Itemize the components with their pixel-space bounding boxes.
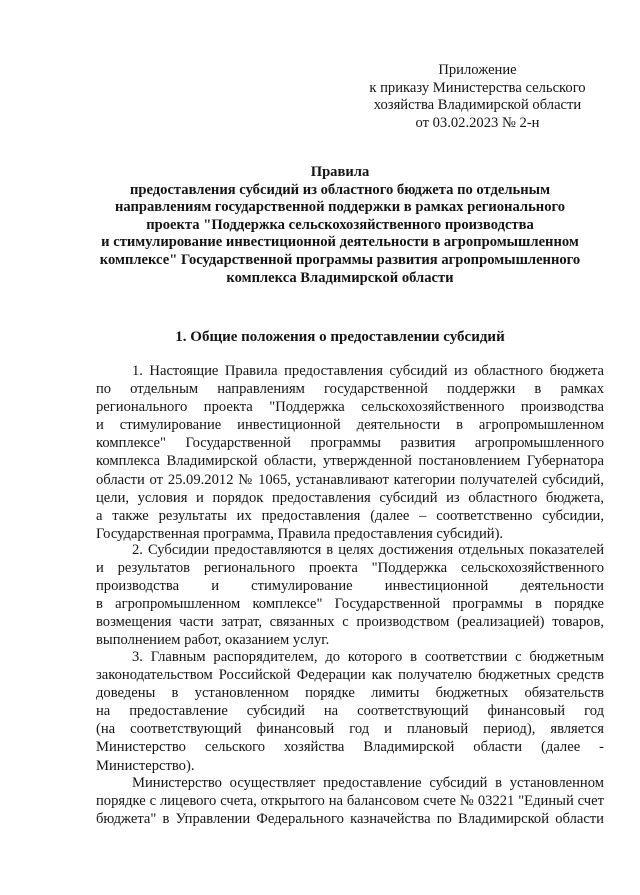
appendix-line: Приложение <box>438 62 517 78</box>
paragraph-line: порядке с лицевого счета, открытого на балансовом счете № 03221 "Единый счет <box>96 793 604 810</box>
paragraph-line: в агропромышленном комплексе" Государственной программы в порядке <box>96 596 604 613</box>
section-heading: 1. Общие положения о предоставлении субсидий <box>175 329 505 345</box>
paragraph-line: 1. Настоящие Правила предоставления субсидий из областного бюджета <box>132 363 604 379</box>
paragraph-4 <box>96 774 604 828</box>
title-line: Правила <box>310 164 370 180</box>
paragraph-line: регионального проекта "Поддержка сельскохозяйственного производства <box>96 399 604 416</box>
paragraph-line: по отдельным направлениям государственной поддержки в рамках <box>96 381 604 398</box>
title-line: направлениям государственной поддержки в рамках регионального <box>114 199 566 216</box>
paragraph-line: комплексе" Государственной программы развития агропромышленного <box>96 435 604 452</box>
appendix-line: от 03.02.2023 № 2-н <box>415 114 540 131</box>
document-title <box>70 164 610 287</box>
paragraph-line: Государственная программа, Правила предоставления субсидий). <box>96 525 504 542</box>
paragraph-line: выполнением работ, оказанием услуг. <box>96 632 330 649</box>
paragraph-line: Министерство). <box>96 757 195 774</box>
paragraph-line: доведены в установленном порядке лимиты бюджетных обязательств <box>96 685 604 702</box>
paragraph-line: 3. Главным распорядителем, до которого в соответствии с бюджетным <box>132 649 604 665</box>
appendix-line: к приказу Министерства сельского <box>369 79 586 96</box>
paragraph-2 <box>96 541 604 650</box>
paragraph-line: области от 25.09.2012 № 1065, устанавливают категории получателей субсидий, <box>96 471 604 488</box>
appendix-header <box>360 62 595 132</box>
paragraph-line: (на соответствующий финансовый год и плановый период), является <box>96 721 604 738</box>
paragraph-line: законодательством Российской Федерации как получателю бюджетных средств <box>96 667 604 684</box>
paragraph-line: цели, условия и порядок предоставления субсидий из областного бюджета, <box>96 489 604 506</box>
title-line: и стимулирование инвестиционной деятельности в агропромышленном <box>101 234 579 251</box>
paragraph-line: и результатов регионального проекта "Поддержка сельскохозяйственного <box>96 560 604 577</box>
paragraph-line: производства и стимулирование инвестиционной деятельности <box>96 578 604 595</box>
paragraph-line: комплекса Владимирской области, утвержденной постановлением Губернатора <box>96 453 604 470</box>
paragraph-1 <box>96 362 604 543</box>
paragraph-3 <box>96 648 604 775</box>
paragraph-line: возмещения части затрат, связанных с производством (реализацией) товаров, <box>96 614 604 631</box>
title-line: проекта "Поддержка сельскохозяйственного производства <box>146 216 534 233</box>
appendix-line: хозяйства Владимирской области <box>373 97 582 113</box>
title-line: комплексе" Государственной программы развития агропромышленного <box>99 251 581 268</box>
title-line: предоставления субсидий из областного бюджета по отдельным <box>129 181 551 198</box>
paragraph-line: бюджета" в Управлении Федерального казначейства по Владимирской области <box>96 811 604 828</box>
title-line: комплекса Владимирской области <box>226 269 454 286</box>
paragraph-line: Министерство сельского хозяйства Владимирской области (далее - <box>96 739 604 756</box>
paragraph-line: и стимулирование инвестиционной деятельности в агропромышленном <box>96 417 604 434</box>
paragraph-line: а также результаты их предоставления (далее – соответственно субсидии, <box>96 507 604 524</box>
paragraph-line: на предоставление субсидий на соответствующий финансовый год <box>96 703 604 720</box>
paragraph-line: Министерство осуществляет предоставление субсидий в установленном <box>132 775 604 791</box>
paragraph-line: 2. Субсидии предоставляются в целях достижения отдельных показателей <box>132 542 604 558</box>
